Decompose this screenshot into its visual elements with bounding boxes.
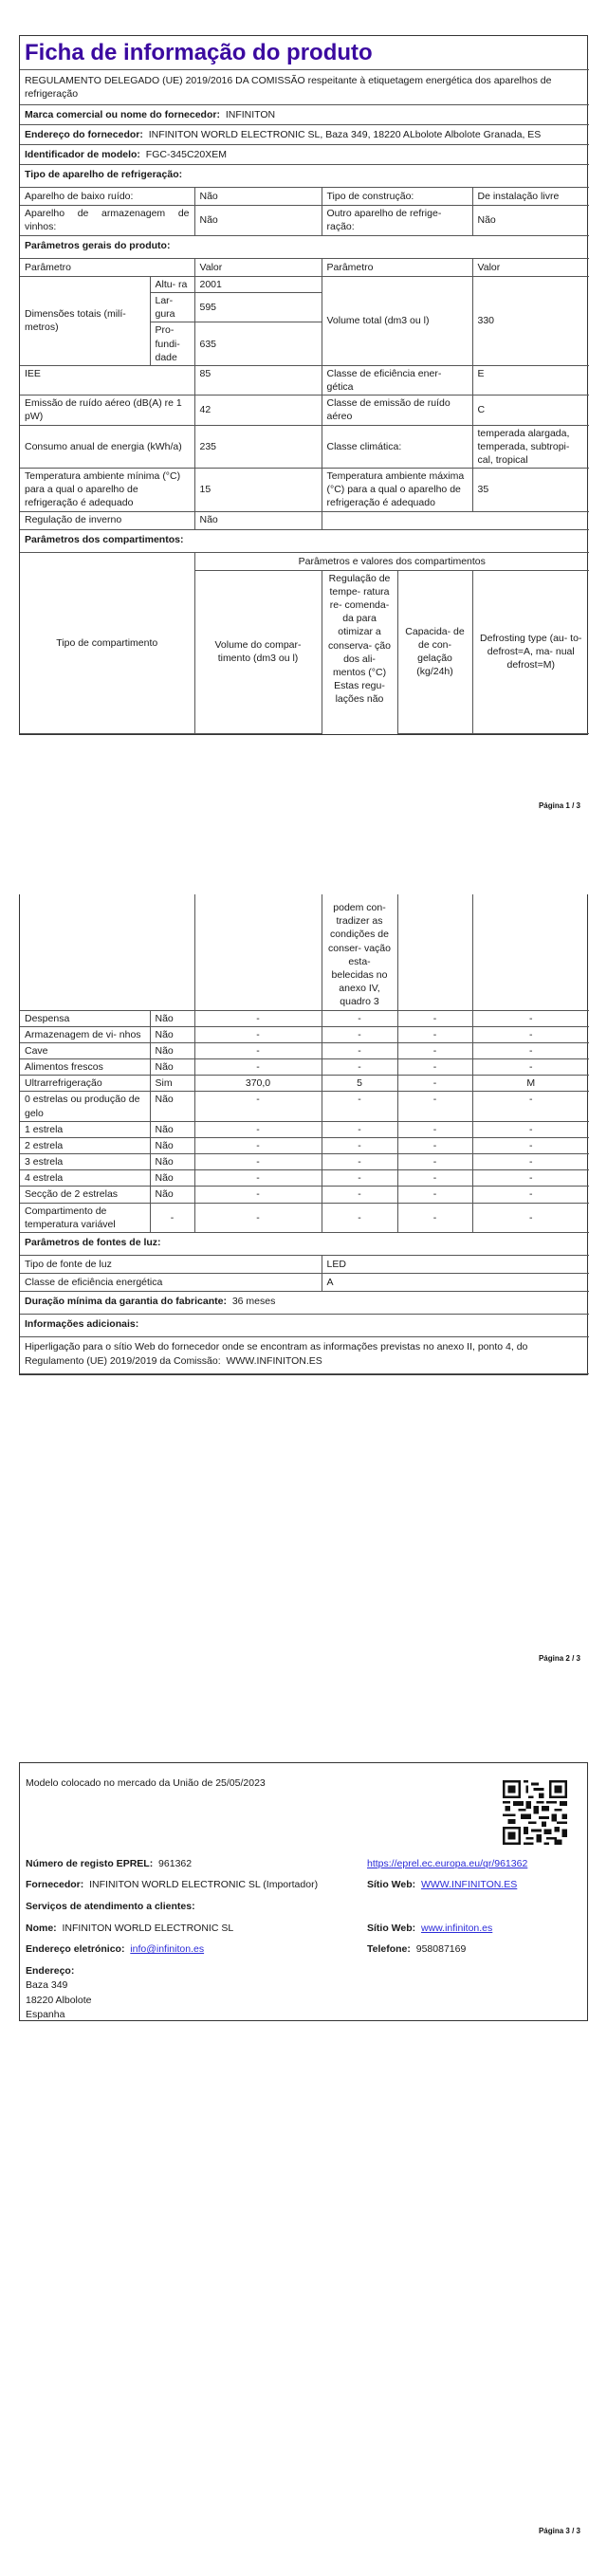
phone-label: Telefone: <box>367 1943 411 1956</box>
address-line-3: Espanha <box>26 2008 65 2020</box>
light-class-label: Classe de eficiência energética <box>20 1274 322 1292</box>
eprel-link[interactable]: https://eprel.ec.europa.eu/qr/961362 <box>367 1857 528 1869</box>
compartment-defrost: - <box>472 1059 589 1076</box>
compartment-name: Cave <box>20 1042 150 1058</box>
compartment-freezing: - <box>397 1092 472 1121</box>
compartment-temp: - <box>322 1042 397 1058</box>
compartment-volume: - <box>194 1137 322 1153</box>
compartment-volume: - <box>194 1026 322 1042</box>
compartment-temp: - <box>322 1059 397 1076</box>
noise-class-value: C <box>472 396 589 425</box>
compartment-freezing: - <box>397 1042 472 1058</box>
email-label: Endereço eletrónico: <box>26 1943 125 1956</box>
defrost-type-header: Defrosting type (au- to-defrost=A, ma- nual defrost=M) <box>472 570 589 733</box>
width-value: 595 <box>194 293 322 322</box>
address-line-2: 18220 Albolote <box>26 1994 92 2006</box>
compartment-defrost: - <box>472 1042 589 1058</box>
compartment-name: Alimentos frescos <box>20 1059 150 1076</box>
compartment-name: Compartimento de temperatura variável <box>20 1203 150 1232</box>
noise-value: 42 <box>194 396 322 425</box>
compartment-temp: - <box>322 1092 397 1121</box>
low-noise-label: Aparelho de baixo ruído: <box>20 188 194 206</box>
compartment-name: Ultrarrefrigeração <box>20 1076 150 1092</box>
brand-label: Marca comercial ou nome do fornecedor: <box>25 109 220 121</box>
compartment-freezing: - <box>397 1026 472 1042</box>
compartment-volume: - <box>194 1121 322 1137</box>
compartment-present: Não <box>150 1170 194 1187</box>
compartment-name: 3 estrela <box>20 1154 150 1170</box>
width-label: Lar- gura <box>150 293 194 322</box>
freezing-capacity-header: Capacida- de de con- gelação (kg/24h) <box>397 570 472 733</box>
compartment-defrost: - <box>472 1026 589 1042</box>
height-value: 2001 <box>194 276 322 292</box>
website-link[interactable]: WWW.INFINITON.ES <box>420 1879 518 1891</box>
compartment-type-header: Tipo de compartimento <box>20 552 194 733</box>
service-name-value: INFINITON WORLD ELECTRONIC SL <box>62 1922 234 1934</box>
brand-row <box>20 105 589 125</box>
light-params-heading: Parâmetros de fontes de luz: <box>20 1232 589 1255</box>
compartment-temp: - <box>322 1026 397 1042</box>
eprel-label: Número de registo EPREL: <box>26 1857 154 1869</box>
compartment-row <box>20 1137 589 1153</box>
warranty-value: 36 meses <box>231 1296 276 1308</box>
additional-info-heading: Informações adicionais: <box>20 1315 589 1337</box>
compartment-row <box>20 1121 589 1137</box>
phone-value: 958087169 <box>415 1943 467 1956</box>
compartment-row <box>20 1170 589 1187</box>
noise-class-label: Classe de emissão de ruído aéreo <box>322 396 472 425</box>
compartment-name: Armazenagem de vi- nhos <box>20 1026 150 1042</box>
address-line-1: Baza 349 <box>26 1979 68 1992</box>
compartment-row <box>20 1092 589 1121</box>
compartment-freezing: - <box>397 1076 472 1092</box>
depth-value: 635 <box>194 322 322 366</box>
warranty-row <box>20 1292 589 1315</box>
compartment-row <box>20 1026 589 1042</box>
light-type-value: LED <box>322 1256 589 1274</box>
service-name-label: Nome: <box>26 1922 57 1934</box>
compartment-temp: - <box>322 1187 397 1203</box>
compartment-present: Não <box>150 1059 194 1076</box>
compartment-volume: - <box>194 1059 322 1076</box>
compartment-name: Secção de 2 estrelas <box>20 1187 150 1203</box>
compartment-freezing: - <box>397 1187 472 1203</box>
compartment-name: 2 estrela <box>20 1137 150 1153</box>
climate-class-value: temperada alargada, temperada, subtropi- cal, tropical <box>472 425 589 469</box>
brand-value: INFINITON <box>225 109 276 121</box>
supplier-address-label: Endereço do fornecedor: <box>25 129 143 141</box>
compartment-freezing: - <box>397 1010 472 1026</box>
page-2-footer: Página 2 / 3 <box>538 1654 580 1663</box>
compartment-freezing: - <box>397 1203 472 1232</box>
model-value: FGC-345C20XEM <box>145 149 227 161</box>
compartment-row <box>20 1076 589 1092</box>
model-row <box>20 145 589 165</box>
compartment-present: Não <box>150 1154 194 1170</box>
iee-label: IEE <box>20 365 194 395</box>
col-param-header-1: Parâmetro <box>20 258 194 276</box>
compartment-volume: - <box>194 1092 322 1121</box>
compartment-defrost: - <box>472 1187 589 1203</box>
depth-label: Pro- fundi- dade <box>150 322 194 366</box>
annual-energy-label: Consumo anual de energia (kWh/a) <box>20 425 194 469</box>
compartment-present: Não <box>150 1026 194 1042</box>
eprel-value: 961362 <box>158 1857 193 1869</box>
annual-energy-value: 235 <box>194 425 322 469</box>
additional-info-url: WWW.INFINITON.ES <box>226 1354 322 1367</box>
compartment-present: Não <box>150 1092 194 1121</box>
max-temp-value: 35 <box>472 469 589 512</box>
compartment-freezing: - <box>397 1137 472 1153</box>
dimensions-label: Dimensões totais (milí- metros) <box>20 276 150 365</box>
compartment-defrost: - <box>472 1121 589 1137</box>
compartment-present: - <box>150 1203 194 1232</box>
supplier-row <box>26 1878 581 1892</box>
energy-class-value: E <box>472 365 589 395</box>
model-label: Identificador de modelo: <box>25 149 140 161</box>
compartment-volume: 370,0 <box>194 1076 322 1092</box>
compartment-name: 0 estrelas ou produção de gelo <box>20 1092 150 1121</box>
email-link[interactable]: info@infiniton.es <box>130 1943 205 1956</box>
document-title: Ficha de informação do produto <box>25 40 373 65</box>
max-temp-label: Temperatura ambiente máxima (°C) para a qual o aparelho de refrigeração é adequado <box>322 469 472 512</box>
compartment-freezing: - <box>397 1121 472 1137</box>
compartment-defrost: - <box>472 1154 589 1170</box>
iee-value: 85 <box>194 365 322 395</box>
climate-class-label: Classe climática: <box>322 425 472 469</box>
winter-value: Não <box>194 511 322 529</box>
supplier-value: INFINITON WORLD ELECTRONIC SL (Importador) <box>89 1879 319 1891</box>
compartment-defrost: - <box>472 1092 589 1121</box>
compartment-volume: - <box>194 1010 322 1026</box>
min-temp-label: Temperatura ambiente mínima (°C) para a qual o aparelho de refrigeração é adequado <box>20 469 194 512</box>
light-class-value: A <box>322 1274 589 1292</box>
service-address <box>26 1964 581 2022</box>
compartment-volume: - <box>194 1170 322 1187</box>
compartment-name: 1 estrela <box>20 1121 150 1137</box>
compartment-row <box>20 1042 589 1058</box>
compartment-volume: - <box>194 1042 322 1058</box>
light-type-label: Tipo de fonte de luz <box>20 1256 322 1274</box>
compartment-volume: - <box>194 1154 322 1170</box>
service-website-label: Sítio Web: <box>367 1922 416 1934</box>
compartment-present: Não <box>150 1042 194 1058</box>
product-info-table-page-1 <box>20 36 589 734</box>
compartment-defrost: - <box>472 1010 589 1026</box>
compartment-temp: - <box>322 1203 397 1232</box>
compartments-heading: Parâmetros dos compartimentos: <box>20 529 589 552</box>
compartment-temp: - <box>322 1170 397 1187</box>
compartment-volume: - <box>194 1187 322 1203</box>
compartment-present: Não <box>150 1121 194 1137</box>
total-volume-label: Volume total (dm3 ou l) <box>322 276 472 365</box>
compartment-present: Sim <box>150 1076 194 1092</box>
eprel-row <box>26 1857 581 1871</box>
page-1-sheet <box>19 35 588 735</box>
supplier-address-value: INFINITON WORLD ELECTRONIC SL, Baza 349, 18220 ALbolote Albolote Granada, ES <box>148 129 542 141</box>
compartment-row <box>20 1010 589 1026</box>
compartment-defrost: - <box>472 1170 589 1187</box>
winter-label: Regulação de inverno <box>20 511 194 529</box>
compartment-defrost: - <box>472 1203 589 1232</box>
compartment-row <box>20 1187 589 1203</box>
service-contact-row <box>26 1942 581 1957</box>
compartment-present: Não <box>150 1187 194 1203</box>
construction-value: De instalação livre <box>472 188 589 206</box>
general-params-heading: Parâmetros gerais do produto: <box>20 235 589 258</box>
compartment-temp: 5 <box>322 1076 397 1092</box>
market-date: Modelo colocado no mercado da União de 25/05/2023 <box>26 1777 266 1789</box>
col-param-header-2: Parâmetro <box>322 258 472 276</box>
height-label: Altu- ra <box>150 276 194 292</box>
energy-class-label: Classe de eficiência ener- gética <box>322 365 472 395</box>
compartment-row <box>20 1154 589 1170</box>
wine-label: Aparelho de armazenagem de vinhos: <box>20 206 194 235</box>
other-appliance-label: Outro aparelho de refrige- ração: <box>322 206 472 235</box>
appliance-type-heading: Tipo de aparelho de refrigeração: <box>20 165 589 188</box>
customer-service-heading: Serviços de atendimento a clientes: <box>26 1901 195 1913</box>
website-label: Sítio Web: <box>367 1879 416 1891</box>
address-label: Endereço: <box>26 1965 75 1978</box>
service-website-link[interactable]: www.infiniton.es <box>420 1922 493 1934</box>
supplier-label: Fornecedor: <box>26 1879 84 1891</box>
additional-info-description: Hiperligação para o sítio Web do fornecedor onde se encontram as informações previstas no anexo II, ponto 4, do Regulamento (UE) 2019/2019 da Comissão: <box>25 1341 528 1367</box>
col-value-header-1: Valor <box>194 258 322 276</box>
compartment-temp: - <box>322 1121 397 1137</box>
compartment-row <box>20 1059 589 1076</box>
page-2-sheet <box>19 894 588 1375</box>
page-3-footer: Página 3 / 3 <box>538 2527 580 2535</box>
compartment-present: Não <box>150 1137 194 1153</box>
page-1-footer: Página 1 / 3 <box>538 801 580 810</box>
compartment-present: Não <box>150 1010 194 1026</box>
compartment-freezing: - <box>397 1170 472 1187</box>
supplier-address-row <box>20 125 589 145</box>
low-noise-value: Não <box>194 188 322 206</box>
compartment-temp: - <box>322 1154 397 1170</box>
service-name-row <box>26 1922 581 1936</box>
noise-label: Emissão de ruído aéreo (dB(A) re 1 pW) <box>20 396 194 425</box>
other-appliance-value: Não <box>472 206 589 235</box>
min-temp-value: 15 <box>194 469 322 512</box>
recommended-temp-header-part1: Regulação de tempe- ratura re- comenda- da para otimizar a conserva- ção dos ali- mentos (°C) Estas regu- lações não <box>322 570 397 733</box>
qr-code-icon[interactable] <box>503 1778 567 1847</box>
compartments-table-page-2 <box>20 894 589 1374</box>
compartment-row <box>20 1203 589 1232</box>
page-3-sheet <box>19 1762 588 2021</box>
compartment-params-group-header: Parâmetros e valores dos compartimentos <box>194 552 589 570</box>
compartment-volume-header: Volume do compar- timento (dm3 ou l) <box>194 570 322 733</box>
regulation-text: REGULAMENTO DELEGADO (UE) 2019/2016 DA COMISSÃO respeitante à etiquetagem energética dos aparelhos de refrigeração <box>20 69 589 104</box>
compartment-volume: - <box>194 1203 322 1232</box>
compartment-name: Despensa <box>20 1010 150 1026</box>
compartment-defrost: - <box>472 1137 589 1153</box>
compartment-temp: - <box>322 1010 397 1026</box>
warranty-label: Duração mínima da garantia do fabricante: <box>25 1296 227 1308</box>
compartment-freezing: - <box>397 1154 472 1170</box>
recommended-temp-header-part2: podem con- tradizer as condições de conser- vação esta- belecidas no anexo IV, quadro 3 <box>322 894 397 1010</box>
compartment-temp: - <box>322 1137 397 1153</box>
compartment-freezing: - <box>397 1059 472 1076</box>
compartment-name: 4 estrela <box>20 1170 150 1187</box>
col-value-header-2: Valor <box>472 258 589 276</box>
additional-info-text <box>20 1337 589 1373</box>
total-volume-value: 330 <box>472 276 589 365</box>
construction-label: Tipo de construção: <box>322 188 472 206</box>
compartment-defrost: M <box>472 1076 589 1092</box>
wine-value: Não <box>194 206 322 235</box>
